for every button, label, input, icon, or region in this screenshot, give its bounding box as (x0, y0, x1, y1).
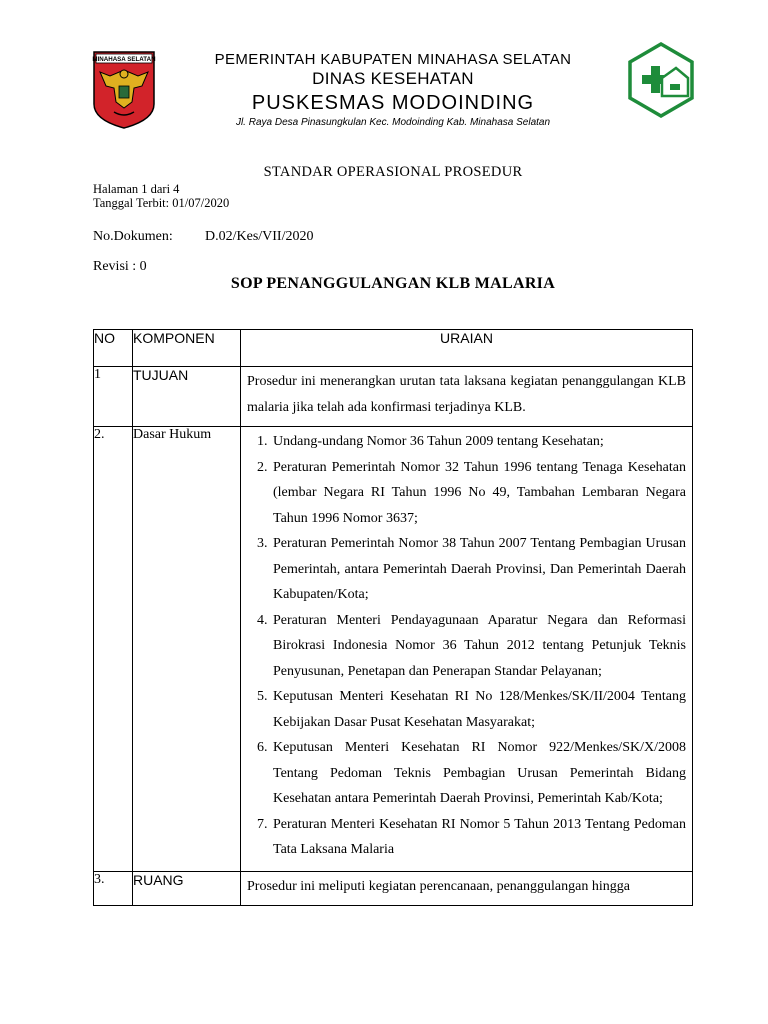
row-description (241, 367, 693, 427)
doc-number-label: No.Dokumen: (93, 229, 173, 244)
header-no: NO (94, 330, 133, 367)
page-counter: Halaman 1 dari 4 (93, 182, 180, 196)
list-item: 6. Keputusan Menteri Kesehatan RI Nomor 922/Menkes/SK/X/2008 Tentang Pedoman Teknis Pembagian Urusan Pemerintah Bidang Kesehatan antara Pemerintah Daerah Provinsi, Pemerintah Kab/Kota; (271, 735, 686, 812)
document-type: STANDAR OPERASIONAL PROSEDUR (263, 164, 523, 180)
list-item: 5. Keputusan Menteri Kesehatan RI No 128/Menkes/SK/II/2004 Tentang Kebijakan Dasar Pusat Kesehatan Masyarakat; (271, 684, 686, 735)
row-component: RUANG (133, 871, 241, 906)
row-number: 3. (94, 871, 133, 906)
doc-number-value: D.02/Kes/VII/2020 (205, 229, 314, 244)
issue-date: Tanggal Terbit: 01/07/2020 (93, 196, 230, 210)
table-row (94, 367, 693, 427)
facility-address: Jl. Raya Desa Pinasungkulan Kec. Modoinding Kab. Minahasa Selatan (235, 117, 551, 128)
puskesmas-cross-icon (626, 42, 696, 118)
emblem-label: MINAHASA SELATAN (92, 56, 156, 63)
row-description (241, 427, 693, 872)
header-description: URAIAN (241, 330, 693, 367)
table-row (94, 871, 693, 906)
purpose-text: Prosedur ini menerangkan urutan tata laksana kegiatan penanggulangan KLB malaria jika telah ada konfirmasi terjadinya KLB. (247, 374, 686, 415)
legal-basis-list (241, 427, 692, 871)
agency-name: DINAS KESEHATAN (312, 69, 474, 88)
list-item: 2. Peraturan Pemerintah Nomor 32 Tahun 1996 tentang Tenaga Kesehatan (lembar Negara RI Tahun 1996 No 49, Tambahan Lembaran Negara Tahun 1996 Nomor 3637; (271, 455, 686, 532)
revision: Revisi : 0 (93, 259, 147, 274)
header-component: KOMPONEN (133, 330, 241, 367)
row-description (241, 871, 693, 906)
government-name: PEMERINTAH KABUPATEN MINAHASA SELATAN (214, 51, 572, 68)
table-header-row (94, 330, 693, 367)
scope-text: Prosedur ini meliputi kegiatan perencanaan, penanggulangan hingga (247, 878, 630, 894)
list-item: 4. Peraturan Menteri Pendayagunaan Aparatur Negara dan Reformasi Birokrasi Indonesia Nomor 36 Tahun 2012 tentang Petunjuk Teknis Penyusunan, Penetapan dan Penerapan Standar Pelayanan; (271, 608, 686, 685)
document-title: SOP PENANGGULANGAN KLB MALARIA (230, 275, 556, 292)
list-item: 7. Peraturan Menteri Kesehatan RI Nomor 5 Tahun 2013 Tentang Pedoman Tata Laksana Malaria (271, 812, 686, 863)
facility-name: PUSKESMAS MODOINDING (251, 92, 535, 114)
row-number: 2. (94, 427, 133, 872)
table-row (94, 427, 693, 872)
list-item: 3. Peraturan Pemerintah Nomor 38 Tahun 2007 Tentang Pembagian Urusan Pemerintah, antara Pemerintah Daerah Provinsi, Dan Pemerintah Daerah Kabupaten/Kota; (271, 531, 686, 608)
row-component: Dasar Hukum (133, 427, 241, 872)
list-item: 1. Undang-undang Nomor 36 Tahun 2009 tentang Kesehatan; (271, 429, 686, 455)
sop-table (93, 329, 693, 906)
row-component: TUJUAN (133, 367, 241, 427)
minahasa-selatan-emblem (92, 50, 156, 130)
row-number: 1 (94, 367, 133, 427)
